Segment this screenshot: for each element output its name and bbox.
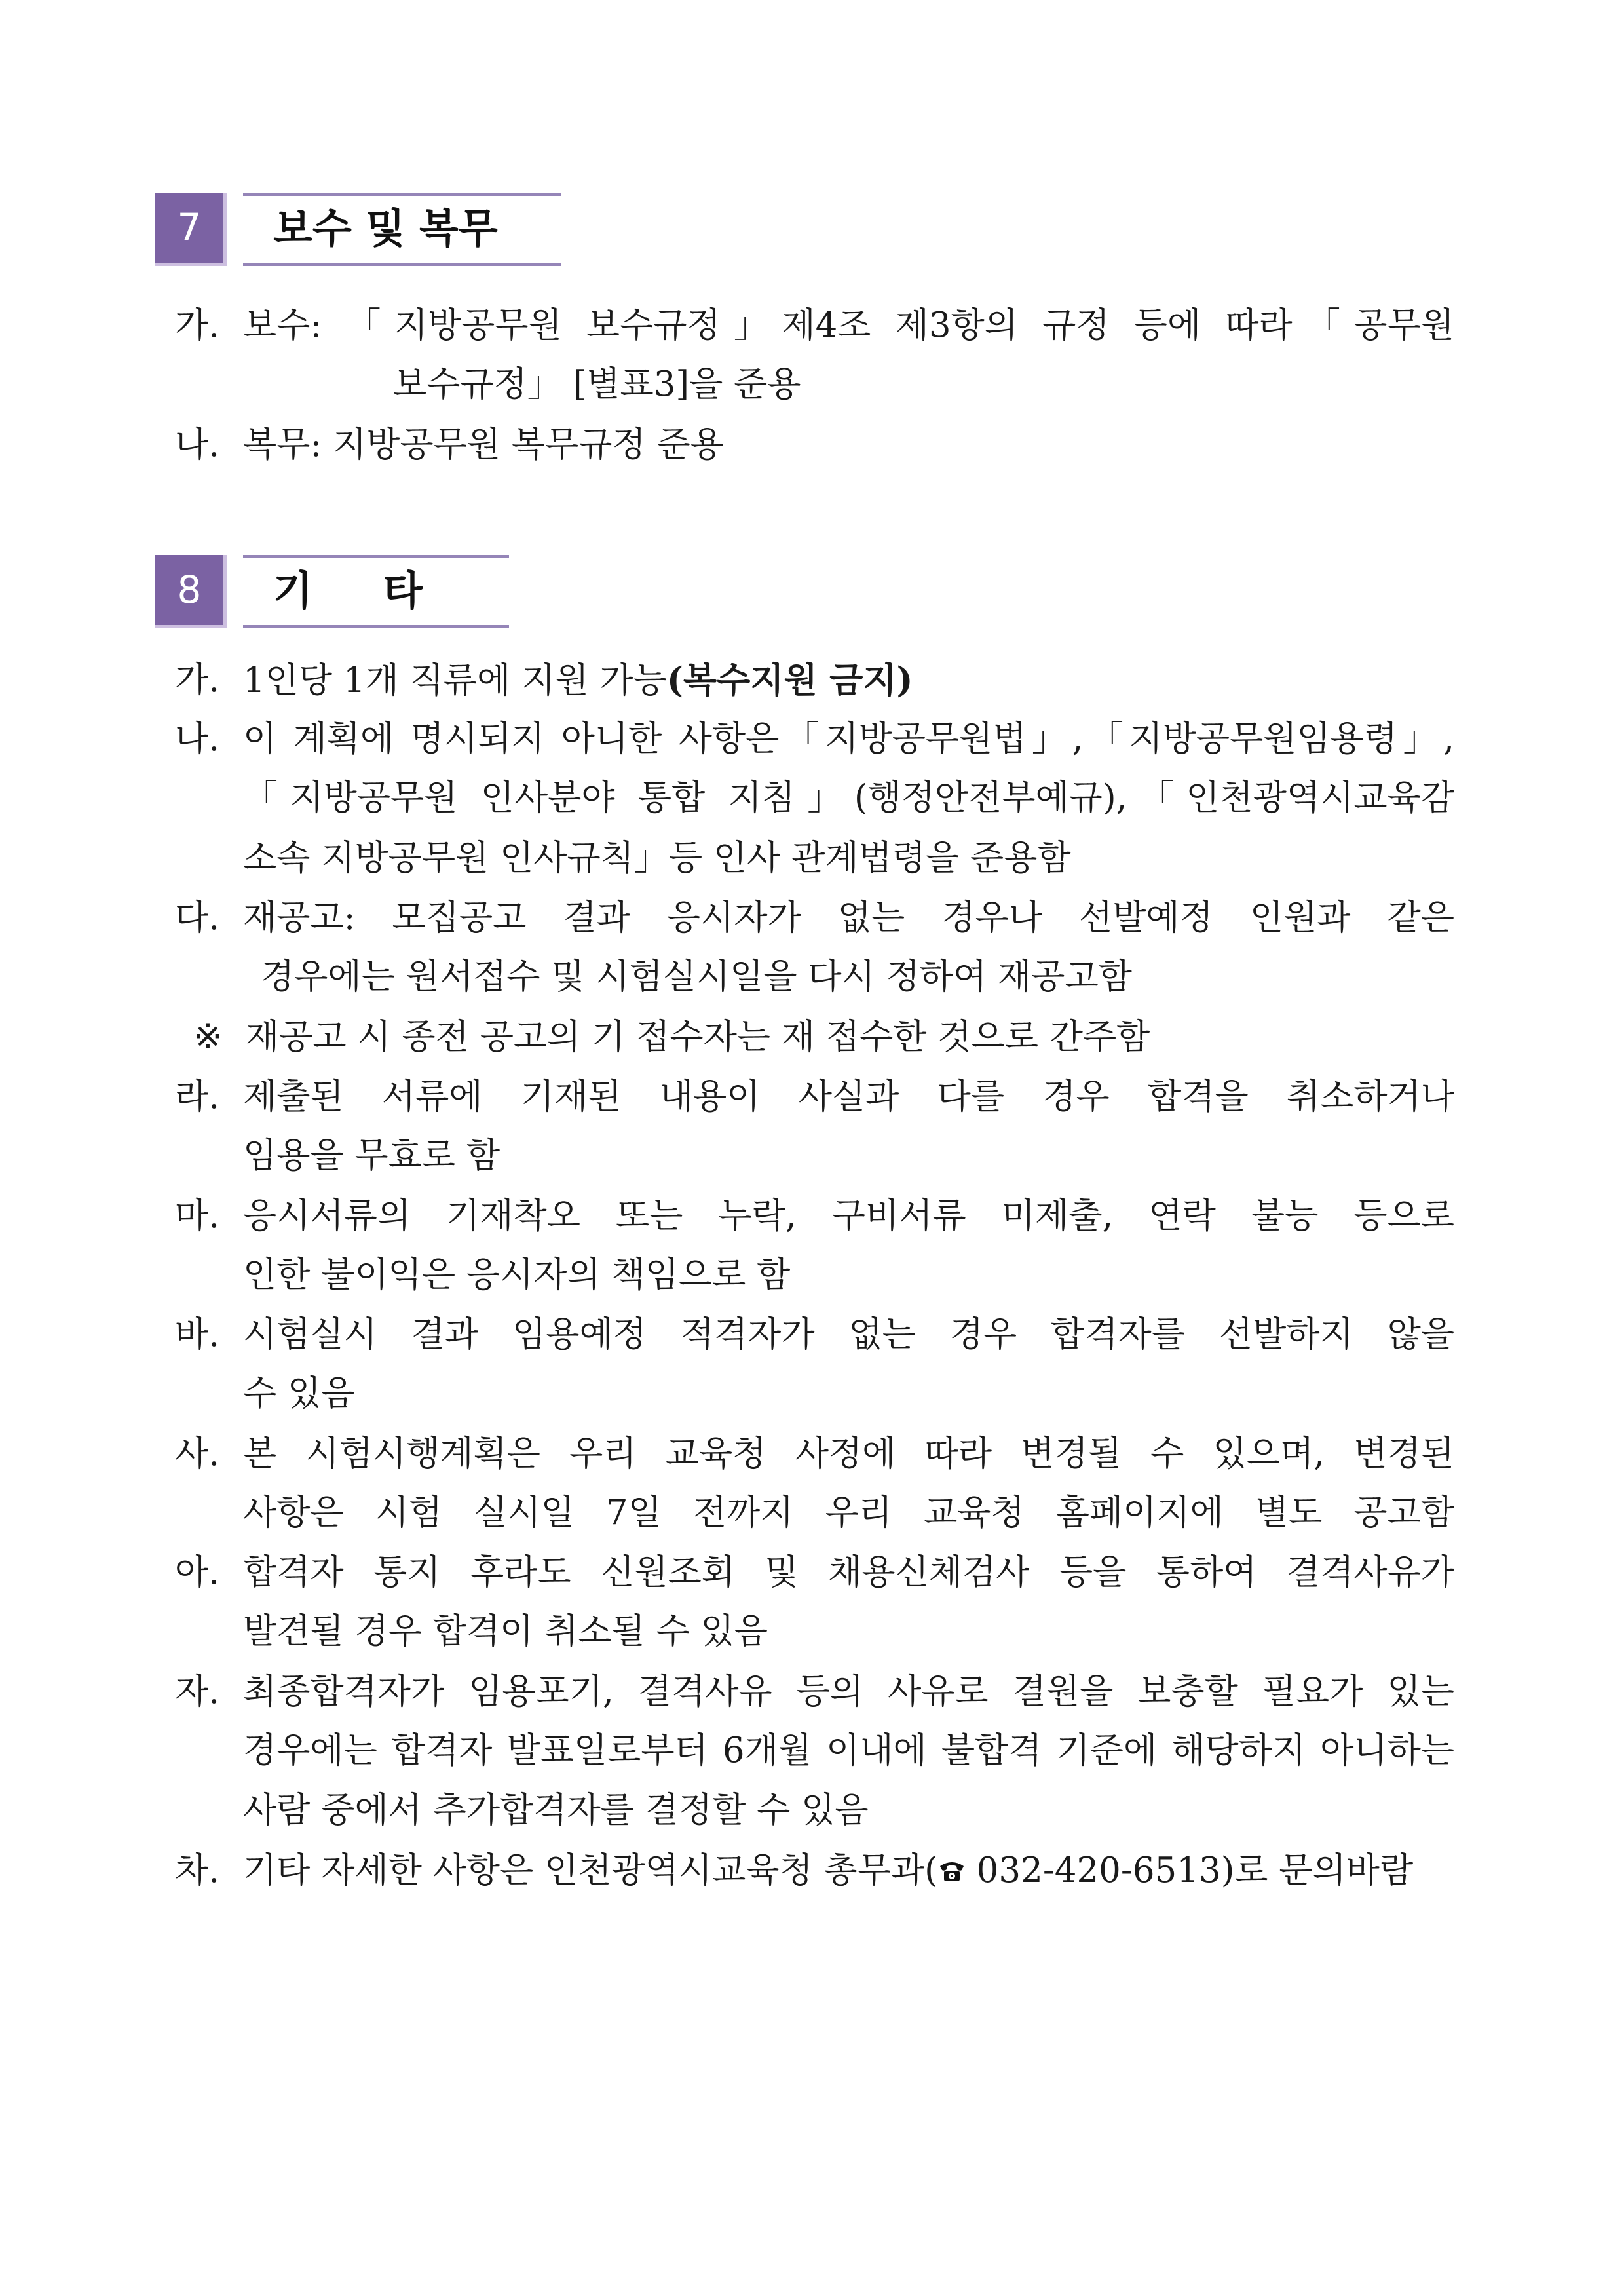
item-marker: 바. <box>175 1314 220 1354</box>
item-text: 소속 지방공무원 인사규칙」등 인사 관계법령을 준용함 <box>243 838 1071 878</box>
item-text: 이 계획에 명시되지 아니한 사항은「지방공무원법」,「지방공무원임용령」, <box>243 719 1454 759</box>
item-marker: 자. <box>175 1672 220 1712</box>
item-text-after: 032-420-6513)로 문의바람 <box>965 1850 1414 1890</box>
section-title: 보수 및 복무 <box>243 193 561 266</box>
item-marker: 차. <box>175 1850 220 1890</box>
item-marker: 사. <box>175 1434 220 1474</box>
item-text: 인한 불이익은 응시자의 책임으로 함 <box>243 1255 791 1295</box>
item-text: 경우에는 합격자 발표일로부터 6개월 이내에 불합격 기준에 해당하지 아니하는 <box>243 1731 1454 1770</box>
item-marker: 다. <box>175 898 220 938</box>
section-number: 8 <box>155 555 227 628</box>
item-text: 재공고: 모집공고 결과 응시자가 없는 경우나 선발예정 인원과 같은 <box>243 898 1454 938</box>
item-marker: 라. <box>175 1077 220 1117</box>
item-marker: 나. <box>175 425 220 465</box>
item-text: 최종합격자가 임용포기, 결격사유 등의 사유로 결원을 보충할 필요가 있는 <box>243 1672 1454 1712</box>
item-text: 제출된 서류에 기재된 내용이 사실과 다를 경우 합격을 취소하거나 <box>243 1077 1454 1117</box>
section-7-header <box>155 193 561 266</box>
item-text: 「지방공무원 인사분야 통합 지침」(행정안전부예규),「인천광역시교육감 <box>243 778 1454 818</box>
item-text <box>243 1851 1413 1890</box>
item-text-before: 기타 자세한 사항은 인천광역시교육청 총무과( <box>243 1850 938 1890</box>
item-text: 복무: 지방공무원 복무규정 준용 <box>243 425 724 465</box>
item-text: 발견될 경우 합격이 취소될 수 있음 <box>243 1611 768 1651</box>
section-8-header <box>155 555 509 628</box>
item-text: 본 시험시행계획은 우리 교육청 사정에 따라 변경될 수 있으며, 변경된 <box>243 1434 1454 1474</box>
item-text: 수 있음 <box>243 1373 355 1413</box>
item-text: 합격자 통지 후라도 신원조회 및 채용신체검사 등을 통하여 결격사유가 <box>243 1553 1454 1592</box>
section-number: 7 <box>155 193 227 266</box>
item-text: 보수: 「지방공무원 보수규정」제4조 제3항의 규정 등에 따라「공무원 <box>243 306 1454 345</box>
item-marker: 나. <box>175 719 220 759</box>
note-marker: ※ <box>193 1017 223 1057</box>
item-text: 응시서류의 기재착오 또는 누락, 구비서류 미제출, 연락 불능 등으로 <box>243 1196 1454 1236</box>
item-text: 경우에는 원서접수 및 시험실시일을 다시 정하여 재공고함 <box>261 957 1132 997</box>
item-marker: 가. <box>175 660 220 700</box>
item-text <box>243 660 913 700</box>
item-text: 사람 중에서 추가합격자를 결정할 수 있음 <box>243 1790 869 1830</box>
item-text: 시험실시 결과 임용예정 적격자가 없는 경우 합격자를 선발하지 않을 <box>243 1315 1454 1354</box>
item-marker: 가. <box>175 305 220 345</box>
note-text: 재공고 시 종전 공고의 기 접수자는 재 접수한 것으로 간주함 <box>246 1017 1150 1057</box>
item-text: 사항은 시험 실시일 7일 전까지 우리 교육청 홈페이지에 별도 공고함 <box>243 1493 1454 1533</box>
telephone-icon <box>938 1857 966 1885</box>
item-text: 임용을 무효로 함 <box>243 1136 500 1176</box>
item-text-plain: 1인당 1개 직류에 지원 가능 <box>243 660 667 700</box>
item-text-emphasis: (복수지원 금지) <box>666 660 913 700</box>
section-title: 기 타 <box>243 555 509 628</box>
item-marker: 아. <box>175 1552 220 1592</box>
item-marker: 마. <box>175 1196 220 1236</box>
item-text: 보수규정」 [별표3]을 준용 <box>393 364 801 404</box>
